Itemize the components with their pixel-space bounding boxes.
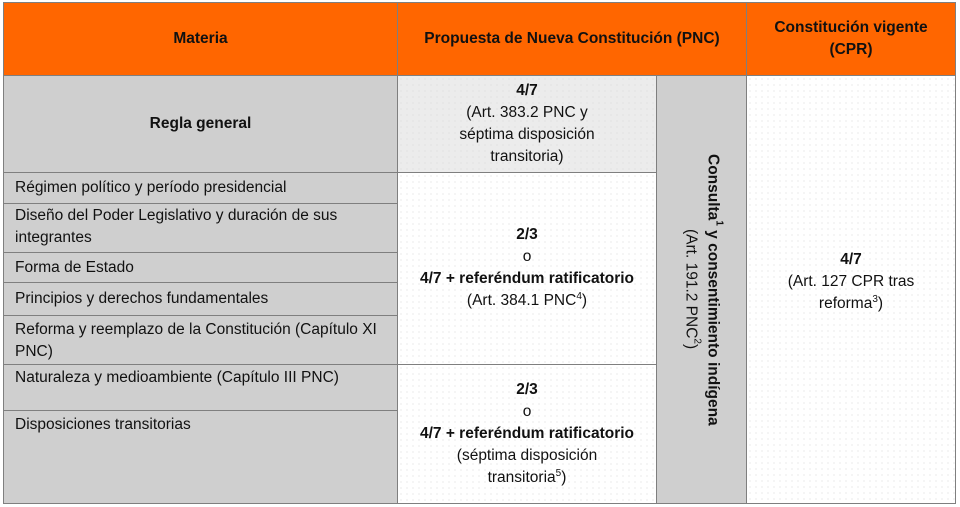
materia-cell	[3, 252, 398, 283]
materia-label: Régimen político y período presidencial	[15, 179, 287, 196]
header-materia	[3, 2, 398, 76]
regla-general-quorum-cell	[397, 75, 657, 173]
regla-general-ref-line2: séptima disposición	[459, 126, 595, 143]
group1-or: o	[522, 247, 532, 265]
cpr-quorum: 4/7	[840, 250, 862, 268]
materia-cell	[3, 315, 398, 365]
materia-cell	[3, 172, 398, 204]
materia-cell	[3, 203, 398, 253]
header-materia-label: Materia	[173, 30, 228, 47]
group1-ref: (Art. 384.1 PNC$^4$)	[466, 290, 588, 309]
consulta-indigena-text: Consulta$^1$ y consentimiento indígena (Art. 191.2 PNC$^2$)	[682, 153, 725, 426]
header-pnc-label: Propuesta de Nueva Constitución (PNC)	[424, 30, 720, 47]
group2-alt: 4/7 + referéndum ratificatorio	[419, 425, 635, 442]
materia-label: Principios y derechos fundamentales	[15, 290, 269, 307]
header-cpr-line2: (CPR)	[829, 41, 873, 58]
materia-cell	[3, 410, 398, 504]
regla-general-label: Regla general	[149, 115, 252, 132]
materia-label: Forma de Estado	[15, 258, 134, 276]
header-cpr	[746, 2, 956, 76]
header-cpr-line1: Constitución vigente	[774, 19, 928, 36]
group1-alt: 4/7 + referéndum ratificatorio	[419, 269, 635, 287]
cpr-quorum-cell	[746, 75, 956, 504]
materia-cell	[3, 364, 398, 411]
group2-quorum: 2/3	[516, 381, 538, 398]
consulta-indigena-cell	[656, 75, 747, 504]
group2-ref-line1: (séptima disposición	[456, 447, 598, 464]
materia-label: Naturaleza y medioambiente (Capítulo III PNC)	[15, 369, 339, 386]
regla-general-label-cell	[3, 75, 398, 173]
group2-ref-line2: transitoria$^5$)	[487, 467, 567, 486]
group2-or: o	[522, 403, 532, 420]
group2-quorum-cell	[397, 364, 657, 504]
group1-quorum-cell	[397, 172, 657, 365]
materia-label: Reforma y reemplazo de la Constitución (Capítulo XI PNC)	[15, 321, 377, 360]
regla-general-ref-line3: transitoria)	[490, 148, 564, 165]
constitution-reform-table	[3, 2, 956, 504]
regla-general-quorum: 4/7	[516, 82, 538, 99]
cpr-ref-line1: (Art. 127 CPR tras	[787, 272, 915, 290]
materia-label: Disposiciones transitorias	[15, 416, 191, 433]
header-pnc	[397, 2, 747, 76]
materia-cell	[3, 282, 398, 316]
group1-quorum: 2/3	[516, 225, 538, 243]
regla-general-ref-line1: (Art. 383.2 PNC y	[466, 104, 588, 121]
cpr-ref-line2: reforma$^3$)	[818, 293, 884, 312]
materia-label: Diseño del Poder Legislativo y duración de sus integrantes	[15, 207, 338, 246]
